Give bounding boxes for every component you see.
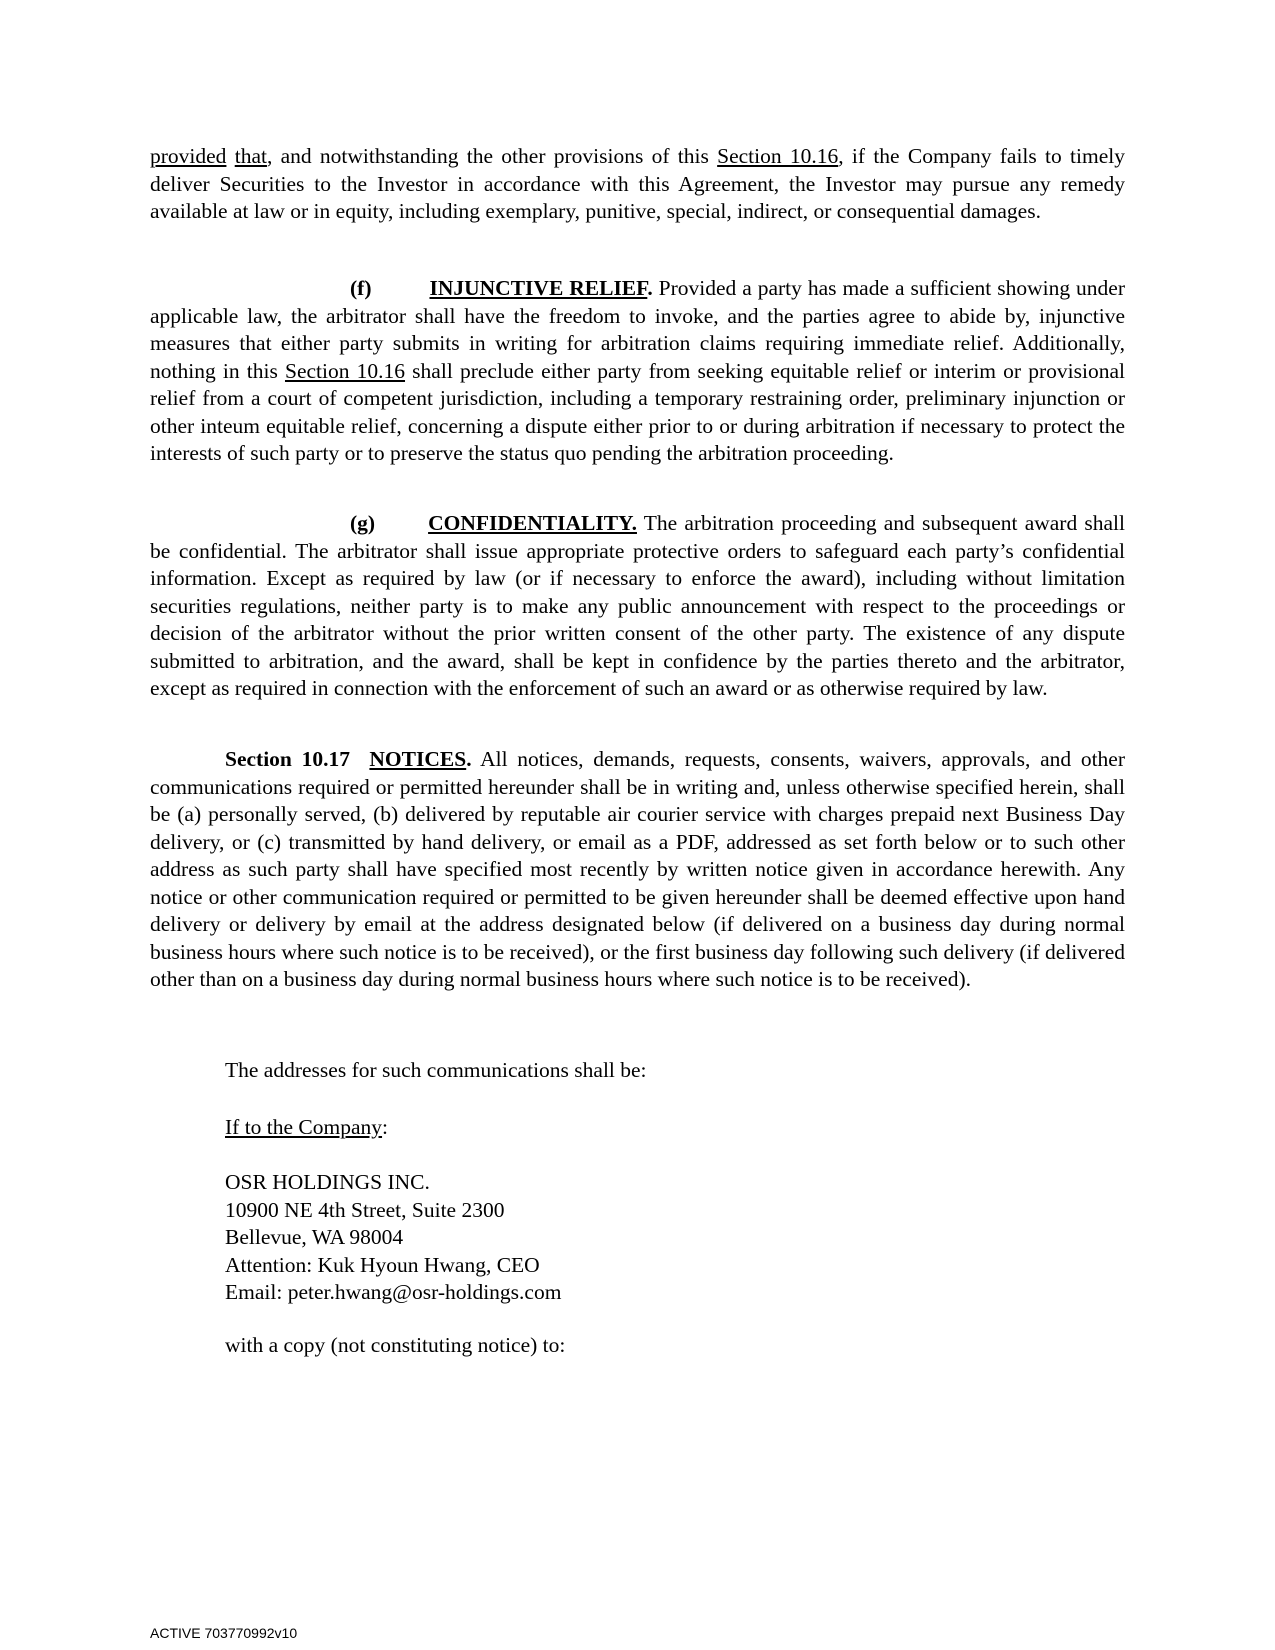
section-10-17-text: All notices, demands, requests, consents, waivers, approvals, and other communications required or permitted hereunder shall be in writing and, unless otherwise specified herein, shall be (a) personally served, (b) delivered by reputable air courier service with charges prepaid next Business Day delivery, or (c) transmitted by hand delivery, or email as a PDF, addressed as set forth below or to such other address as such party shall have specified most recently by written notice given in accordance herewith. Any notice or other communication required or permitted to be given hereunder shall be deemed effective upon hand delivery or delivery by email at the address designated below (if delivered on a business day during normal business hours where such notice is to be received), or the first business day following such delivery (if delivered other than on a business day during normal business hours where such notice is to be received). (150, 747, 1126, 991)
section-reference: Section 10.16 (284, 358, 406, 383)
paragraph-f-text-1: Provided a party has made a sufficient showing under applicable law, the arbitrator shall have the freedom to invoke, and the parties agree to abide by, injunctive measures that either party submits in writing for arbitration claims requiring immediate relief. Additionally, nothing in this (150, 276, 1125, 383)
document-id-footer: ACTIVE 703770992v10 (150, 1625, 298, 1641)
company-attention: Attention: Kuk Hyoun Hwang, CEO (225, 1252, 540, 1277)
company-label (150, 1114, 1125, 1142)
paragraph-f-text-2: shall preclude either party from seeking equitable relief or interim or provisional relief from a court of competent jurisdiction, including a temporary restraining order, preliminary injunction or other inteum equitable relief, concerning a dispute either prior to or during arbitration if necessary to protect the interests of such party or to preserve the status quo pending the arbitration proceeding. (150, 358, 1125, 465)
company-city: Bellevue, WA 98004 (225, 1225, 404, 1249)
paragraph-g-letter: (g) (350, 511, 376, 535)
injunctive-relief-heading: INJUNCTIVE RELIEF (429, 276, 648, 300)
company-street: 10900 NE 4th Street, Suite 2300 (225, 1197, 505, 1222)
addresses-intro: The addresses for such communications shall be: (225, 1058, 647, 1082)
company-label-text: If to the Company (225, 1115, 383, 1139)
notices-heading: NOTICES (369, 747, 467, 771)
company-label-colon: : (382, 1115, 389, 1139)
paragraph-e-text-1: , and notwithstanding the other provisions of this (266, 144, 718, 168)
notices-heading-period: . (466, 747, 472, 771)
section-10-17 (150, 746, 1125, 994)
paragraph-f-letter: (f) (350, 276, 372, 300)
paragraph-g (150, 510, 1125, 703)
paragraph-g-text: The arbitration proceeding and subsequent award shall be confidential. The arbitrator shall issue appropriate protective orders to safeguard each party’s confidential information. Except as required by law (or if necessary to enforce the award), including without limitation securities regulations, neither party is to make any public announcement with respect to the proceedings or decision of the arbitrator without the prior written consent of the other party. The existence of any dispute submitted to arbitration, and the award, shall be kept in confidence by the parties thereto and the arbitrator, except as required in connection with the enforcement of such an award or as otherwise required by law. (150, 511, 1125, 700)
paragraph-f (150, 275, 1125, 468)
provided-word: provided (150, 144, 227, 168)
that-word: that (234, 144, 267, 168)
company-name: OSR HOLDINGS INC. (225, 1170, 430, 1194)
section-reference: Section 10.16 (717, 144, 839, 168)
paragraph-f-heading-period: . (647, 276, 653, 300)
paragraph-e-tail (150, 143, 1125, 226)
confidentiality-heading: CONFIDENTIALITY. (428, 511, 637, 535)
section-number: Section 10.17 (225, 747, 350, 771)
company-email: Email: peter.hwang@osr-holdings.com (225, 1280, 562, 1304)
paragraph-e-text-2: , if the Company fails to timely deliver Securities to the Investor in accordance with this Agreement, the Investor may pursue any remedy available at law or in equity, including exemplary, punitive, special, indirect, or consequential damages. (150, 144, 1125, 223)
company-address (150, 1169, 1125, 1307)
copy-line: with a copy (not constituting notice) to: (225, 1333, 566, 1357)
